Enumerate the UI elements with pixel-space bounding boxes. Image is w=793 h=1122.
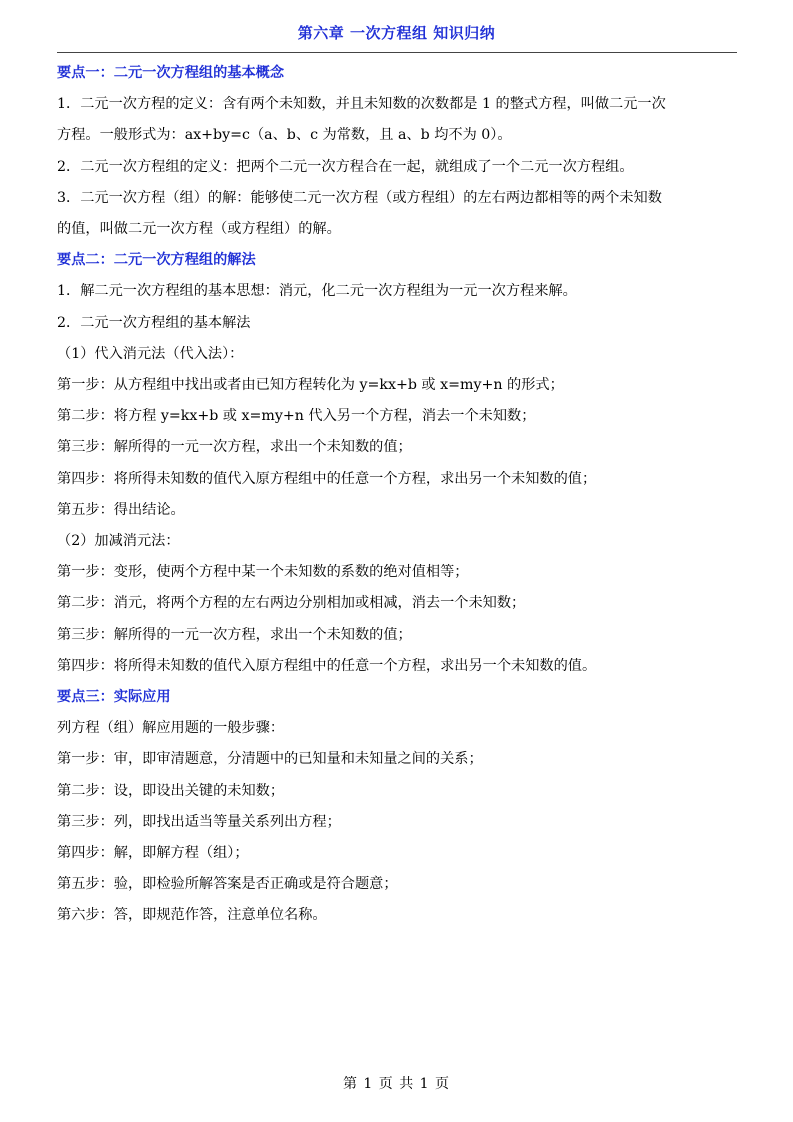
body-line: 第三步：解所得的一元一次方程，求出一个未知数的值； — [57, 439, 412, 456]
body-line: 第三步：列，即找出适当等量关系列出方程； — [57, 813, 341, 830]
body-line: 的值，叫做二元一次方程（或方程组）的解。 — [57, 221, 341, 238]
body-line: 第二步：将方程 y=kx+b 或 x=my+n 代入另一个方程，消去一个未知数； — [57, 408, 536, 425]
section-heading-3: 要点三：实际应用 — [57, 689, 171, 706]
body-line: 第四步：将所得未知数的值代入原方程组中的任意一个方程，求出另一个未知数的值； — [57, 470, 597, 487]
body-line: （1）代入消元法（代入法）： — [57, 345, 244, 362]
body-line: 第一步：从方程组中找出或者由已知方程转化为 y=kx+b 或 x=my+n 的形式； — [57, 377, 564, 394]
body-line: 1．解二元一次方程组的基本思想：消元，化二元一次方程组为一元一次方程来解。 — [57, 283, 577, 300]
body-line: 第二步：设，即设出关键的未知数； — [57, 782, 285, 799]
page-title: 第六章 一次方程组 知识归纳 — [297, 24, 496, 42]
document-body — [57, 58, 737, 932]
body-line: 第五步：验，即检验所解答案是否正确或是符合题意； — [57, 876, 398, 893]
body-line: 第一步：变形，使两个方程中某一个未知数的系数的绝对值相等； — [57, 564, 469, 581]
body-line: （2）加减消元法： — [57, 533, 180, 550]
body-line: 2．二元一次方程组的基本解法 — [57, 314, 251, 331]
body-line: 方程。一般形式为：ax+by=c（a、b、c 为常数，且 a、b 均不为 0）。 — [57, 127, 512, 144]
section-heading-1: 要点一：二元一次方程组的基本概念 — [57, 65, 285, 81]
body-line: 1．二元一次方程的定义：含有两个未知数，并且未知数的次数都是 1 的整式方程，叫做二元一次 — [57, 96, 666, 113]
body-line: 3．二元一次方程（组）的解：能够使二元一次方程（或方程组）的左右两边都相等的两个未知数 — [57, 189, 662, 206]
body-line: 2．二元一次方程组的定义：把两个二元一次方程合在一起，就组成了一个二元一次方程组。 — [57, 158, 634, 175]
body-line: 第六步：答，即规范作答，注意单位名称。 — [57, 907, 327, 924]
body-line: 第一步：审，即审清题意，分清题中的已知量和未知量之间的关系； — [57, 751, 483, 768]
body-line: 第二步：消元，将两个方程的左右两边分别相加或相减，消去一个未知数； — [57, 595, 526, 612]
body-line: 第五步：得出结论。 — [57, 501, 185, 518]
body-line: 第四步：将所得未知数的值代入原方程组中的任意一个方程，求出另一个未知数的值。 — [57, 657, 597, 674]
section-heading-2: 要点二：二元一次方程组的解法 — [57, 252, 256, 269]
body-line: 第三步：解所得的一元一次方程，求出一个未知数的值； — [57, 626, 412, 643]
body-line: 第四步：解，即解方程（组）； — [57, 845, 249, 862]
title-divider — [57, 52, 737, 53]
body-line: 列方程（组）解应用题的一般步骤： — [57, 720, 285, 737]
page-footer: 第 1 页 共 1 页 — [342, 1076, 451, 1092]
